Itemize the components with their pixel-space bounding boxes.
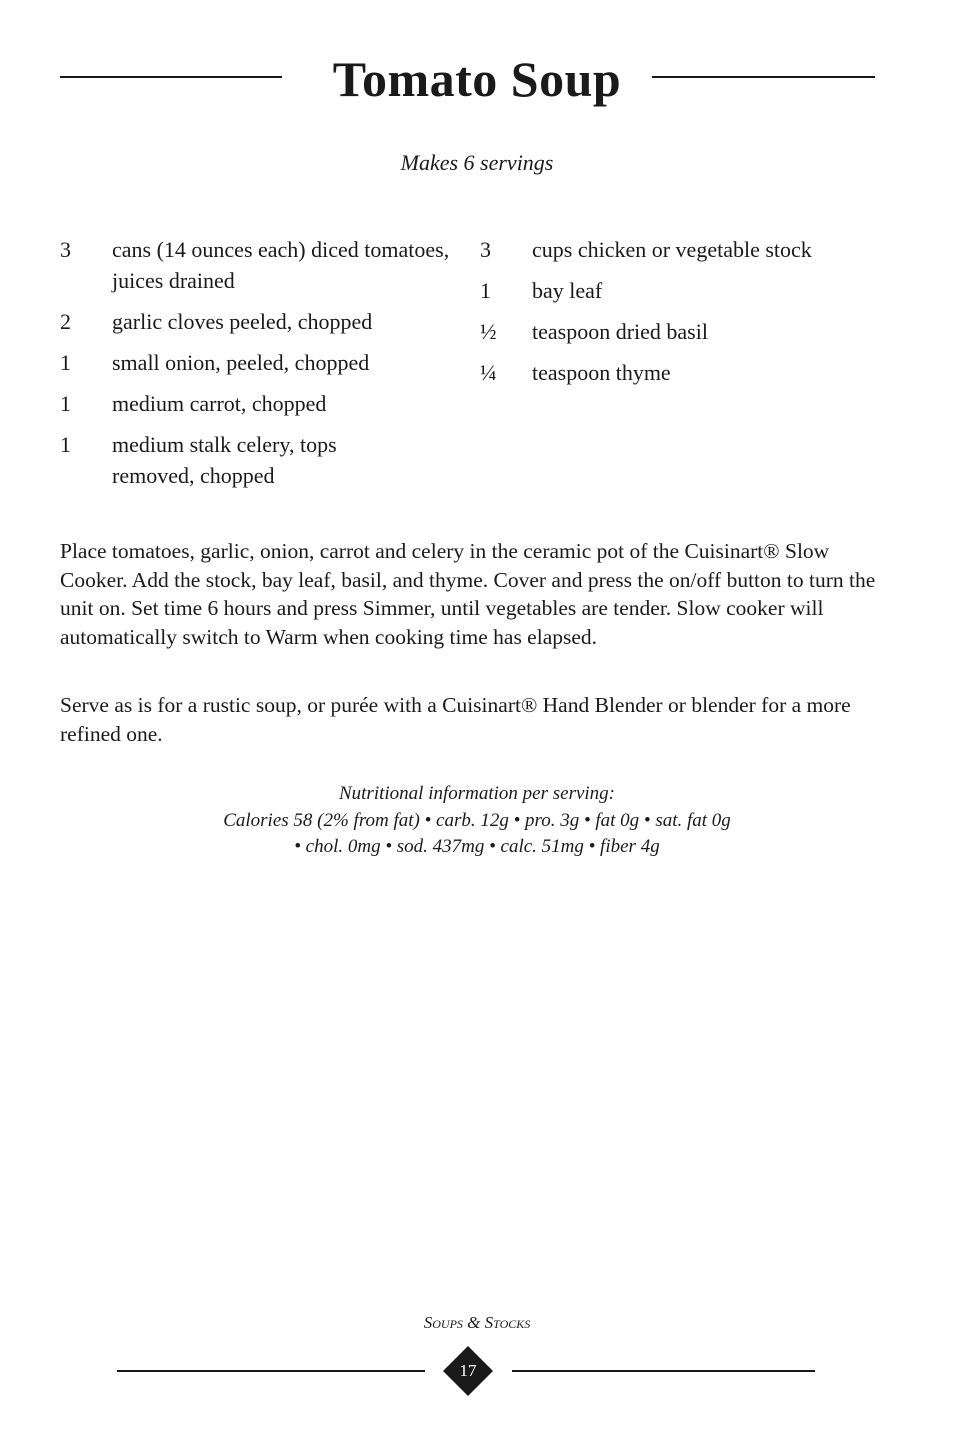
- page-title: Tomato Soup: [332, 51, 622, 107]
- nutrition-heading: Nutritional information per serving:: [338, 783, 616, 804]
- ingredient-desc: small onion, peeled, chopped: [112, 350, 370, 375]
- ingredient-qty: 1: [480, 278, 491, 303]
- ingredient-desc: garlic cloves peeled, chopped: [112, 309, 373, 334]
- ingredient-qty: 3: [60, 237, 71, 262]
- ingredient-item: [60, 347, 460, 378]
- ingredient-desc: teaspoon dried basil: [532, 319, 708, 344]
- ingredients-right-column: [480, 234, 900, 398]
- ingredient-qty: 1: [60, 350, 71, 375]
- ingredient-desc: cans (14 ounces each) diced tomatoes, juices drained: [112, 237, 450, 293]
- instructions-paragraph: Place tomatoes, garlic, onion, carrot and celery in the ceramic pot of the Cuisinart® Slow Cooker. Add the stock, bay leaf, basil, and thyme. Cover and press the on/off button to turn the unit on. Set time 6 hours and press Simmer, until vegetables are tender. Slow cooker will automatically switch to Warm when cooking time has elapsed.: [60, 539, 876, 650]
- nutrition-info: [0, 781, 954, 861]
- footer-rule-right: [512, 1370, 815, 1372]
- ingredient-qty: 1: [60, 432, 71, 457]
- ingredient-desc: teaspoon thyme: [532, 360, 671, 385]
- ingredient-item: [480, 234, 900, 265]
- nutrition-line: Calories 58 (2% from fat) • carb. 12g • pro. 3g • fat 0g • sat. fat 0g: [223, 809, 731, 831]
- ingredient-qty: 3: [480, 237, 491, 262]
- ingredient-item: [60, 306, 460, 337]
- serving-suggestion-paragraph: Serve as is for a rustic soup, or purée with a Cuisinart® Hand Blender or blender for a more refined one.: [60, 693, 851, 746]
- ingredient-desc: cups chicken or vegetable stock: [532, 237, 812, 262]
- ingredient-qty: 2: [60, 309, 71, 334]
- ingredient-item: [60, 234, 460, 296]
- ingredient-desc: medium stalk celery, tops removed, chopped: [112, 432, 337, 488]
- servings-text: Makes 6 servings: [400, 150, 554, 175]
- title-rule-right: [652, 76, 875, 78]
- ingredient-item: [60, 429, 460, 491]
- footer-rule-left: [117, 1370, 425, 1372]
- ingredient-item: [60, 388, 460, 419]
- ingredients-left-column: [60, 234, 460, 501]
- nutrition-line: • chol. 0mg • sod. 437mg • calc. 51mg • fiber 4g: [294, 836, 660, 857]
- ingredient-item: [480, 357, 900, 388]
- page-number: 17: [459, 1361, 477, 1380]
- section-name: Soups & Stocks: [423, 1313, 531, 1332]
- ingredient-item: [480, 275, 900, 306]
- ingredient-desc: bay leaf: [532, 278, 603, 303]
- ingredient-desc: medium carrot, chopped: [112, 391, 327, 416]
- ingredient-qty: 1: [60, 391, 71, 416]
- ingredient-qty: ¼: [480, 360, 497, 385]
- ingredient-item: [480, 316, 900, 347]
- ingredient-qty: ½: [480, 319, 497, 344]
